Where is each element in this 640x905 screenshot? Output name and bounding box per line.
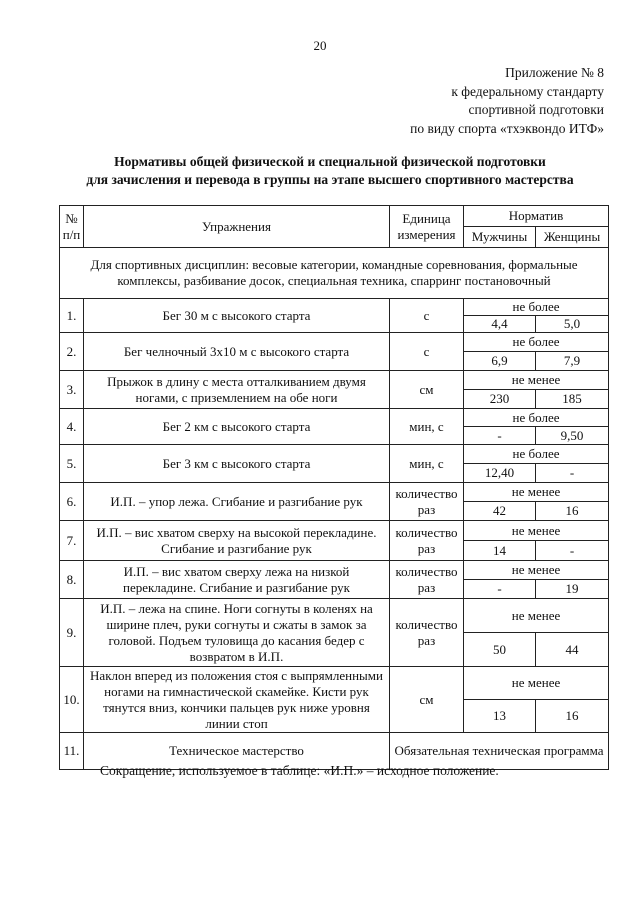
title-line: для зачисления и перевода в группы на этапе высшего спортивного мастерства (86, 172, 574, 187)
row-condition: не более (464, 409, 609, 427)
row-unit: количество раз (390, 521, 464, 561)
row-men-value: 4,4 (464, 316, 536, 333)
table-body (60, 299, 609, 733)
table-row (60, 483, 609, 502)
row-exercise: Бег челночный 3х10 м с высокого старта (84, 333, 390, 371)
table-row (60, 409, 609, 427)
section-row (60, 248, 609, 299)
header-women: Женщины (536, 227, 609, 248)
appendix-line: спортивной подготовки (468, 102, 604, 117)
row-condition: не более (464, 333, 609, 352)
row-women-value: 9,50 (536, 427, 609, 445)
row-condition: не более (464, 445, 609, 464)
row-women-value: 7,9 (536, 352, 609, 371)
row-condition: не менее (464, 561, 609, 580)
row-norm: Обязательная техническая программа (390, 733, 609, 770)
row-men-value: 6,9 (464, 352, 536, 371)
row-condition: не менее (464, 667, 609, 700)
page-number: 20 (313, 38, 327, 53)
row-exercise: Бег 30 м с высокого старта (84, 299, 390, 333)
table-row (60, 561, 609, 580)
row-women-value: - (536, 464, 609, 483)
row-num: 11. (60, 733, 84, 770)
row-num: 2. (60, 333, 84, 371)
row-condition: не более (464, 299, 609, 316)
row-condition: не менее (464, 483, 609, 502)
row-exercise: Бег 3 км с высокого старта (84, 445, 390, 483)
row-women-value: 16 (536, 700, 609, 733)
row-unit: мин, с (390, 445, 464, 483)
row-unit: см (390, 667, 464, 733)
row-num: 1. (60, 299, 84, 333)
footnote: Сокращение, используемое в таблице: «И.П.» – исходное положение. (100, 763, 499, 778)
row-condition: не менее (464, 371, 609, 390)
row-men-value: 230 (464, 390, 536, 409)
row-num: 7. (60, 521, 84, 561)
appendix-header (410, 64, 604, 138)
row-men-value: 42 (464, 502, 536, 521)
row-women-value: - (536, 541, 609, 561)
row-condition: не менее (464, 599, 609, 633)
appendix-line: Приложение № 8 (505, 65, 604, 80)
row-num: 10. (60, 667, 84, 733)
table-row (60, 445, 609, 464)
header-norm: Норматив (464, 206, 609, 227)
header-exercise: Упражнения (84, 206, 390, 248)
row-unit: мин, с (390, 409, 464, 445)
section-title: Для спортивных дисциплин: весовые категории, командные соревнования, формальные комплексы, разбивание досок, специальная техника, спарринг постановочный (60, 248, 609, 299)
appendix-line: по виду спорта «тхэквондо ИТФ» (410, 120, 604, 136)
row-women-value: 44 (536, 633, 609, 667)
row-women-value: 16 (536, 502, 609, 521)
table-row (60, 333, 609, 352)
table-row (60, 521, 609, 541)
table-row (60, 371, 609, 390)
table-row (60, 599, 609, 633)
row-men-value: 14 (464, 541, 536, 561)
row-men-value: 50 (464, 633, 536, 667)
title-line: Нормативы общей физической и специальной физической подготовки (114, 154, 546, 169)
row-exercise: И.П. – лежа на спине. Ноги согнуты в коленях на ширине плеч, руки согнуты и сжаты в замок за головой. Подъем туловища до касания бедер с возвратом в И.П. (84, 599, 390, 667)
row-men-value: 13 (464, 700, 536, 733)
row-num: 9. (60, 599, 84, 667)
row-unit: количество раз (390, 483, 464, 521)
row-condition: не менее (464, 521, 609, 541)
row-women-value: 185 (536, 390, 609, 409)
table-row (60, 299, 609, 316)
row-exercise: Бег 2 км с высокого старта (84, 409, 390, 445)
row-men-value: 12,40 (464, 464, 536, 483)
row-num: 5. (60, 445, 84, 483)
row-unit: с (390, 333, 464, 371)
row-men-value: - (464, 580, 536, 599)
row-num: 3. (60, 371, 84, 409)
header-men: Мужчины (464, 227, 536, 248)
row-women-value: 19 (536, 580, 609, 599)
row-exercise: И.П. – упор лежа. Сгибание и разгибание рук (84, 483, 390, 521)
row-exercise: И.П. – вис хватом сверху лежа на низкой перекладине. Сгибание и разгибание рук (84, 561, 390, 599)
document-title (40, 153, 620, 189)
row-unit: см (390, 371, 464, 409)
row-women-value: 5,0 (536, 316, 609, 333)
header-num: № п/п (60, 206, 84, 248)
row-men-value: - (464, 427, 536, 445)
row-unit: с (390, 299, 464, 333)
row-exercise: Техническое мастерство (84, 733, 390, 770)
row-unit: количество раз (390, 599, 464, 667)
header-unit: Единица измерения (390, 206, 464, 248)
row-exercise: И.П. – вис хватом сверху на высокой перекладине. Сгибание и разгибание рук (84, 521, 390, 561)
norms-table (59, 205, 609, 770)
table-header-row (60, 206, 609, 227)
table-row (60, 667, 609, 700)
row-exercise: Прыжок в длину с места отталкиванием двумя ногами, с приземлением на обе ноги (84, 371, 390, 409)
row-num: 6. (60, 483, 84, 521)
row-exercise: Наклон вперед из положения стоя с выпрямленными ногами на гимнастической скамейке. Кисти рук тянутся вниз, кончики пальцев рук ниже уровня линии стоп (84, 667, 390, 733)
appendix-line: к федеральному стандарту (451, 83, 604, 99)
row-unit: количество раз (390, 561, 464, 599)
row-num: 8. (60, 561, 84, 599)
row-num: 4. (60, 409, 84, 445)
